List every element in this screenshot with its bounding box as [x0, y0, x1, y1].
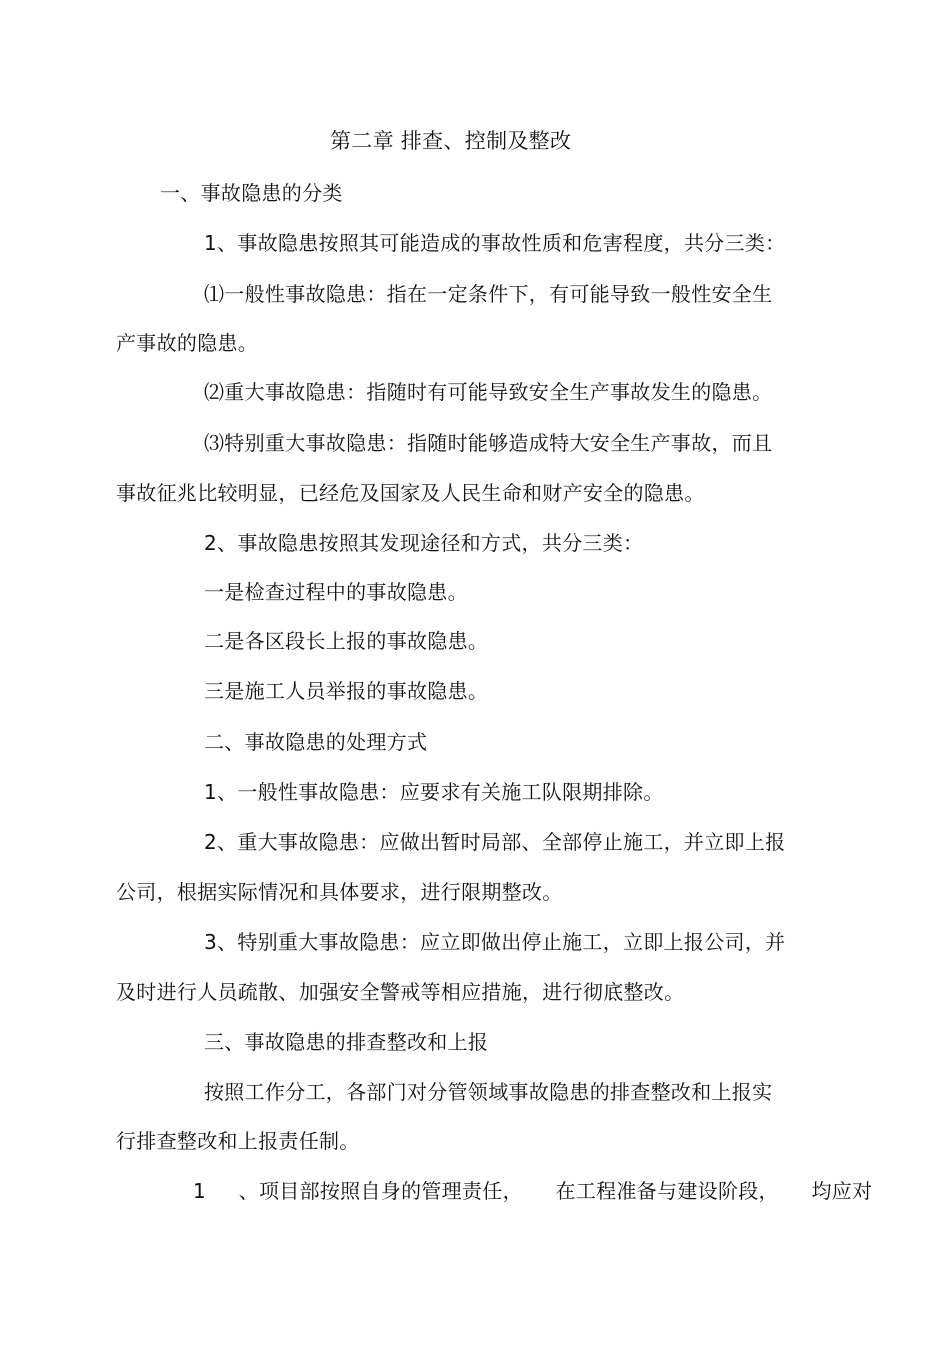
paragraph-line: 及时进行人员疏散、加强安全警戒等相应措施，进行彻底整改。 [116, 980, 685, 1004]
paragraph-line: 三是施工人员举报的事故隐患。 [204, 679, 489, 703]
section-heading: 二、事故隐患的处理方式 [204, 730, 428, 754]
paragraph-line: 2、重大事故隐患：应做出暂时局部、全部停止施工，并立即上报 [204, 830, 786, 854]
paragraph-line: 产事故的隐患。 [116, 331, 259, 355]
section-heading: 三、事故隐患的排查整改和上报 [204, 1030, 489, 1054]
paragraph-line: 1 、项目部按照自身的管理责任， 在工程准备与建设阶段， 均应对 [193, 1179, 873, 1203]
paragraph-line: ⑵重大事故隐患：指随时有可能导致安全生产事故发生的隐患。 [204, 380, 773, 404]
paragraph-line: 1、一般性事故隐患：应要求有关施工队限期排除。 [204, 780, 664, 804]
paragraph-line: 一是检查过程中的事故隐患。 [204, 580, 468, 604]
paragraph-line: 公司，根据实际情况和具体要求，进行限期整改。 [116, 880, 563, 904]
section-heading: 一、事故隐患的分类 [160, 181, 343, 205]
paragraph-line: 2、事故隐患按照其发现途径和方式，共分三类： [204, 531, 644, 555]
page-title: 第二章 排查、控制及整改 [330, 129, 572, 153]
paragraph-line: ⑶特别重大事故隐患：指随时能够造成特大安全生产事故，而且 [204, 431, 773, 455]
paragraph-line: 1、事故隐患按照其可能造成的事故性质和危害程度，共分三类： [204, 231, 786, 255]
paragraph-line: 二是各区段长上报的事故隐患。 [204, 629, 489, 653]
paragraph-line: 按照工作分工，各部门对分管领域事故隐患的排查整改和上报实 [204, 1080, 773, 1104]
paragraph-line: 行排查整改和上报责任制。 [116, 1129, 360, 1153]
paragraph-line: 3、特别重大事故隐患：应立即做出停止施工，立即上报公司，并 [204, 930, 786, 954]
paragraph-line: ⑴一般性事故隐患：指在一定条件下，有可能导致一般性安全生 [204, 282, 773, 306]
paragraph-line: 事故征兆比较明显，已经危及国家及人民生命和财产安全的隐患。 [116, 481, 705, 505]
